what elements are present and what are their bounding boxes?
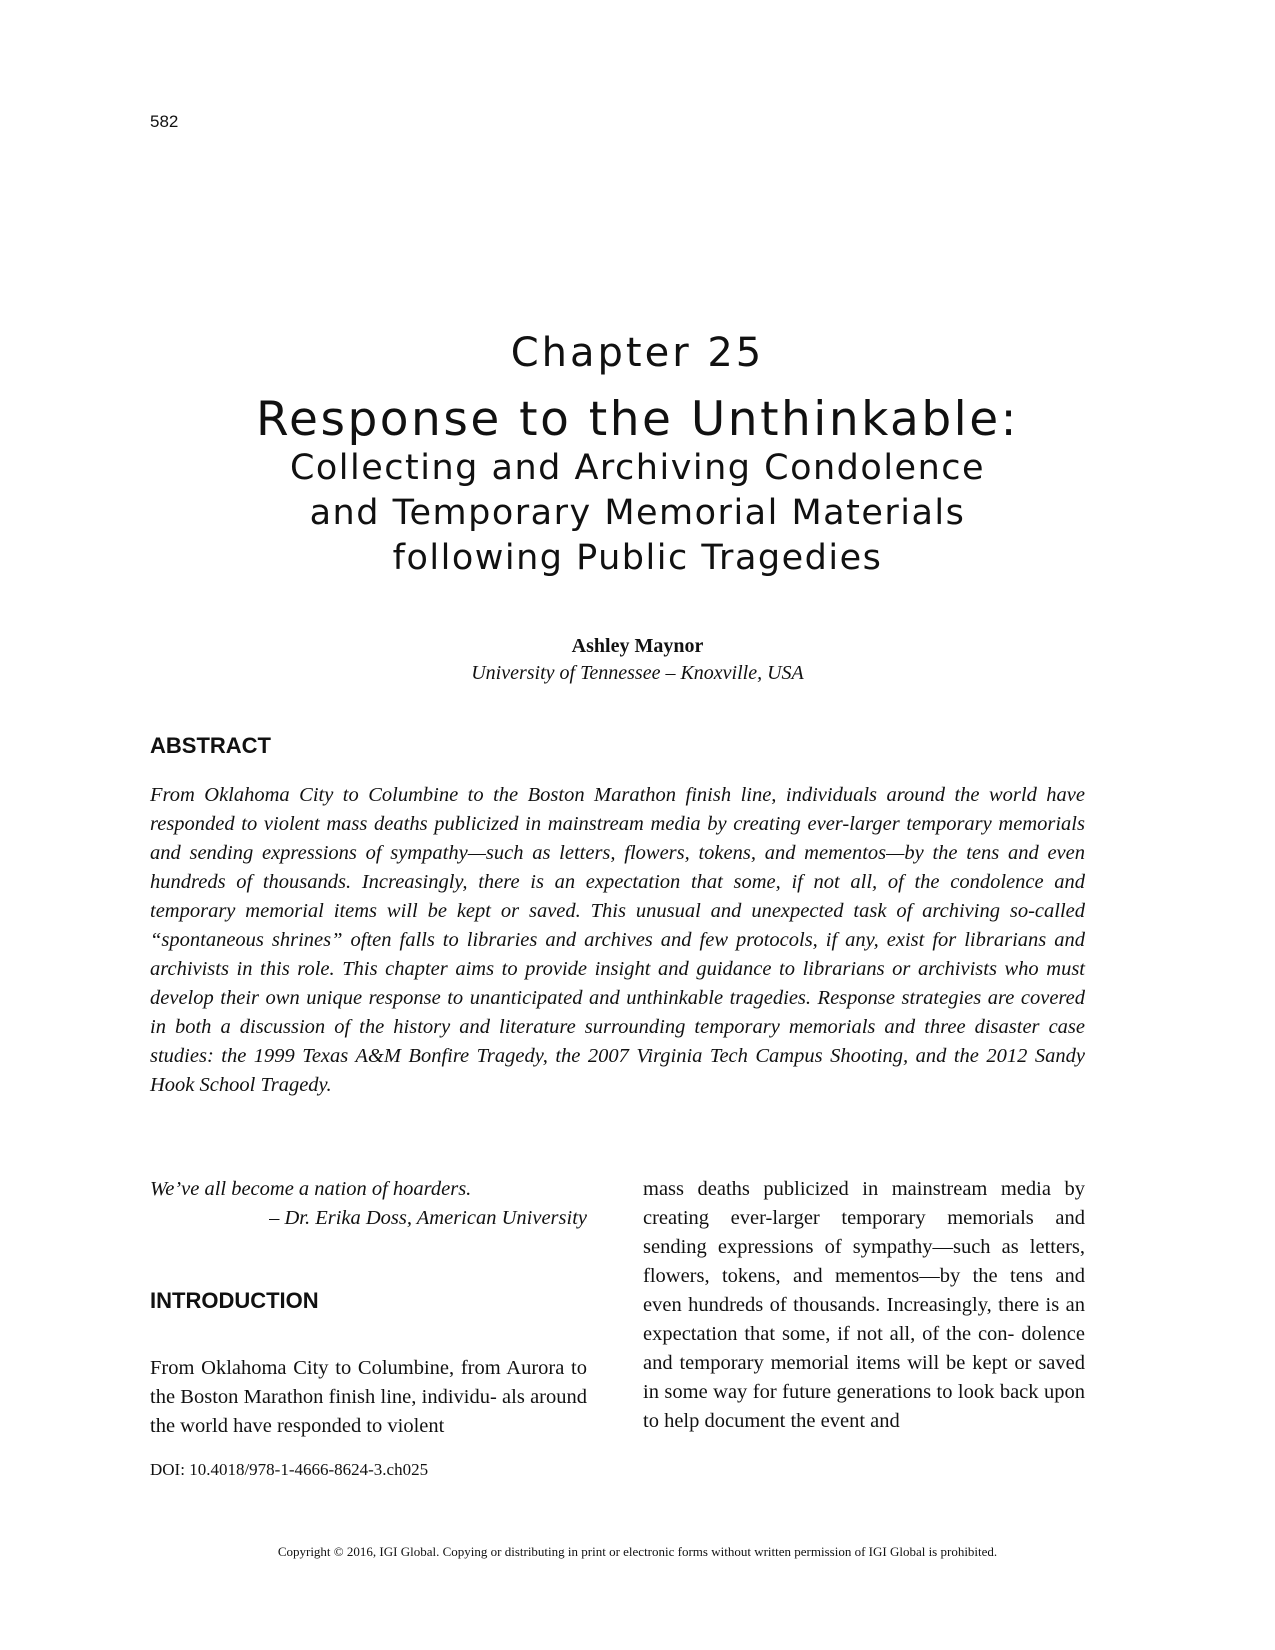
page-number: 582 [150, 112, 179, 131]
introduction-heading: INTRODUCTION [150, 1288, 319, 1313]
subtitle-line: and Temporary Memorial Materials [309, 493, 966, 533]
doi: DOI: 10.4018/978-1-4666-8624-3.ch025 [150, 1460, 429, 1479]
epigraph-quote: We’ve all become a nation of hoarders. [150, 1178, 472, 1200]
abstract-heading: ABSTRACT [150, 733, 271, 758]
author-affiliation: University of Tennessee – Knoxville, USA [471, 662, 804, 684]
abstract-text: From Oklahoma City to Columbine to the Boston Marathon finish line, individuals around the world have responded to violent mass deaths publicized in mainstream media by creating ever-larger temporary memorials and sending expressions of sympathy—such as letters, flowers, tokens, and mementos—by the tens and even hundreds of thousands. Increasingly, there is an expectation that some, if not all, of the condolence and temporary memorial items will be kept or saved. This unusual and unexpected task of archiving so-called “spontaneous shrines” often falls to libraries and archives and few protocols, if any, exist for librarians and archivists in this role. This chapter aims to provide insight and guidance to librarians or archivists who must develop their own unique response to unanticipated and unthinkable tragedies. Response strategies are covered in both a discussion of the history and literature surrounding temporary memorials and three disaster case studies: the 1999 Texas A&M Bonfire Tragedy, the 2007 Virginia Tech Campus Shooting, and the 2012 Sandy Hook School Tragedy. [150, 784, 1085, 1096]
left-column [150, 1175, 587, 1441]
subtitle-line: following Public Tragedies [392, 538, 883, 578]
chapter-label: Chapter 25 [510, 330, 765, 376]
right-column [643, 1175, 1085, 1436]
subtitle-line: Collecting and Archiving Condolence [289, 448, 986, 488]
copyright-notice: Copyright © 2016, IGI Global. Copying or distributing in print or electronic forms without written permission of IGI Global is prohibited. [277, 1544, 998, 1559]
introduction-paragraph-right: mass deaths publicized in mainstream media by creating ever-larger temporary memorials and sending expressions of sympathy—such as letters, flowers, tokens, and mementos—by the tens and even hundreds of thousands. Increasingly, there is an expectation that some, if not all, of the con- dolence and temporary memorial items will be kept or saved in some way for future generations to look back upon to help document the event and [643, 1178, 1085, 1432]
author-name: Ashley Maynor [571, 635, 704, 657]
chapter-subtitle [0, 446, 1275, 581]
introduction-paragraph-left: From Oklahoma City to Columbine, from Aurora to the Boston Marathon finish line, individu- als around the world have responded to violent [150, 1357, 587, 1437]
epigraph-attribution: – Dr. Erika Doss, American University [269, 1207, 587, 1229]
chapter-title: Response to the Unthinkable: [256, 392, 1019, 447]
